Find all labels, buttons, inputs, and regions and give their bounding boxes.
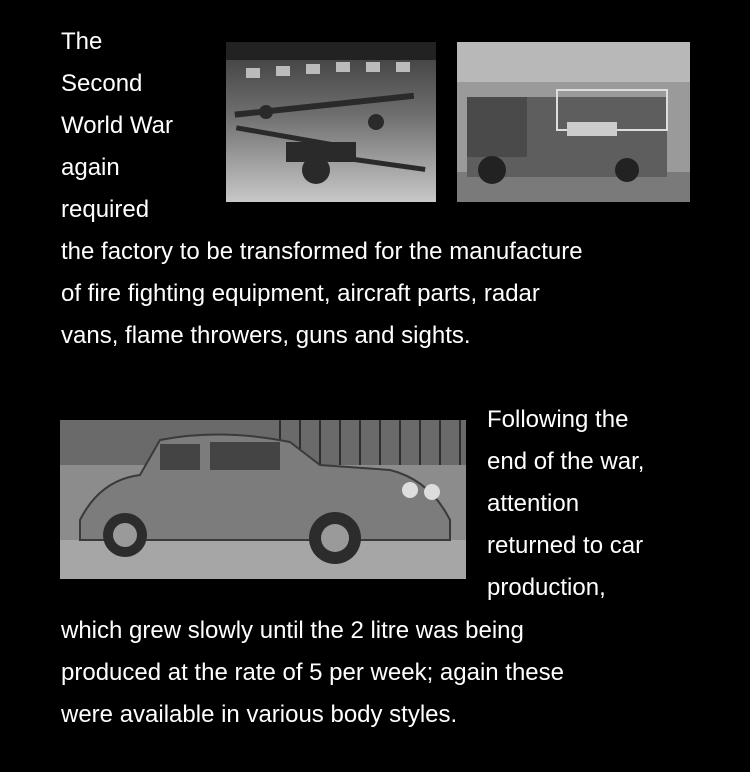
paragraph-2-line-8: were available in various body styles. [61, 701, 458, 728]
fire-van-photo [457, 42, 690, 202]
paragraph-1-line-8: vans, flame throwers, guns and sights. [61, 322, 471, 349]
paragraph-1-line-4: again [61, 154, 120, 181]
paragraph-1-line-3: World War [61, 112, 174, 139]
paragraph-2-line-6: which grew slowly until the 2 litre was being [61, 617, 524, 644]
paragraph-1-line-2: Second [61, 70, 143, 97]
paragraph-2-line-2: end of the war, [487, 448, 645, 475]
paragraph-2-line-3: attention [487, 490, 580, 517]
paragraph-2-line-7: produced at the rate of 5 per week; again these [61, 659, 565, 686]
paragraph-1-line-7: of fire fighting equipment, aircraft parts, radar [61, 280, 540, 307]
paragraph-2-line-5: production, [487, 574, 606, 601]
paragraph-2-line-4: returned to car [487, 532, 644, 559]
paragraph-1-line-5: required [61, 196, 150, 223]
paragraph-2-line-1: Following the [487, 406, 629, 433]
factory-guns-photo [226, 42, 436, 202]
saloon-car-photo [60, 420, 466, 579]
paragraph-1-line-1: The [61, 28, 103, 55]
paragraph-1-line-6: the factory to be transformed for the manufacture [61, 238, 583, 265]
